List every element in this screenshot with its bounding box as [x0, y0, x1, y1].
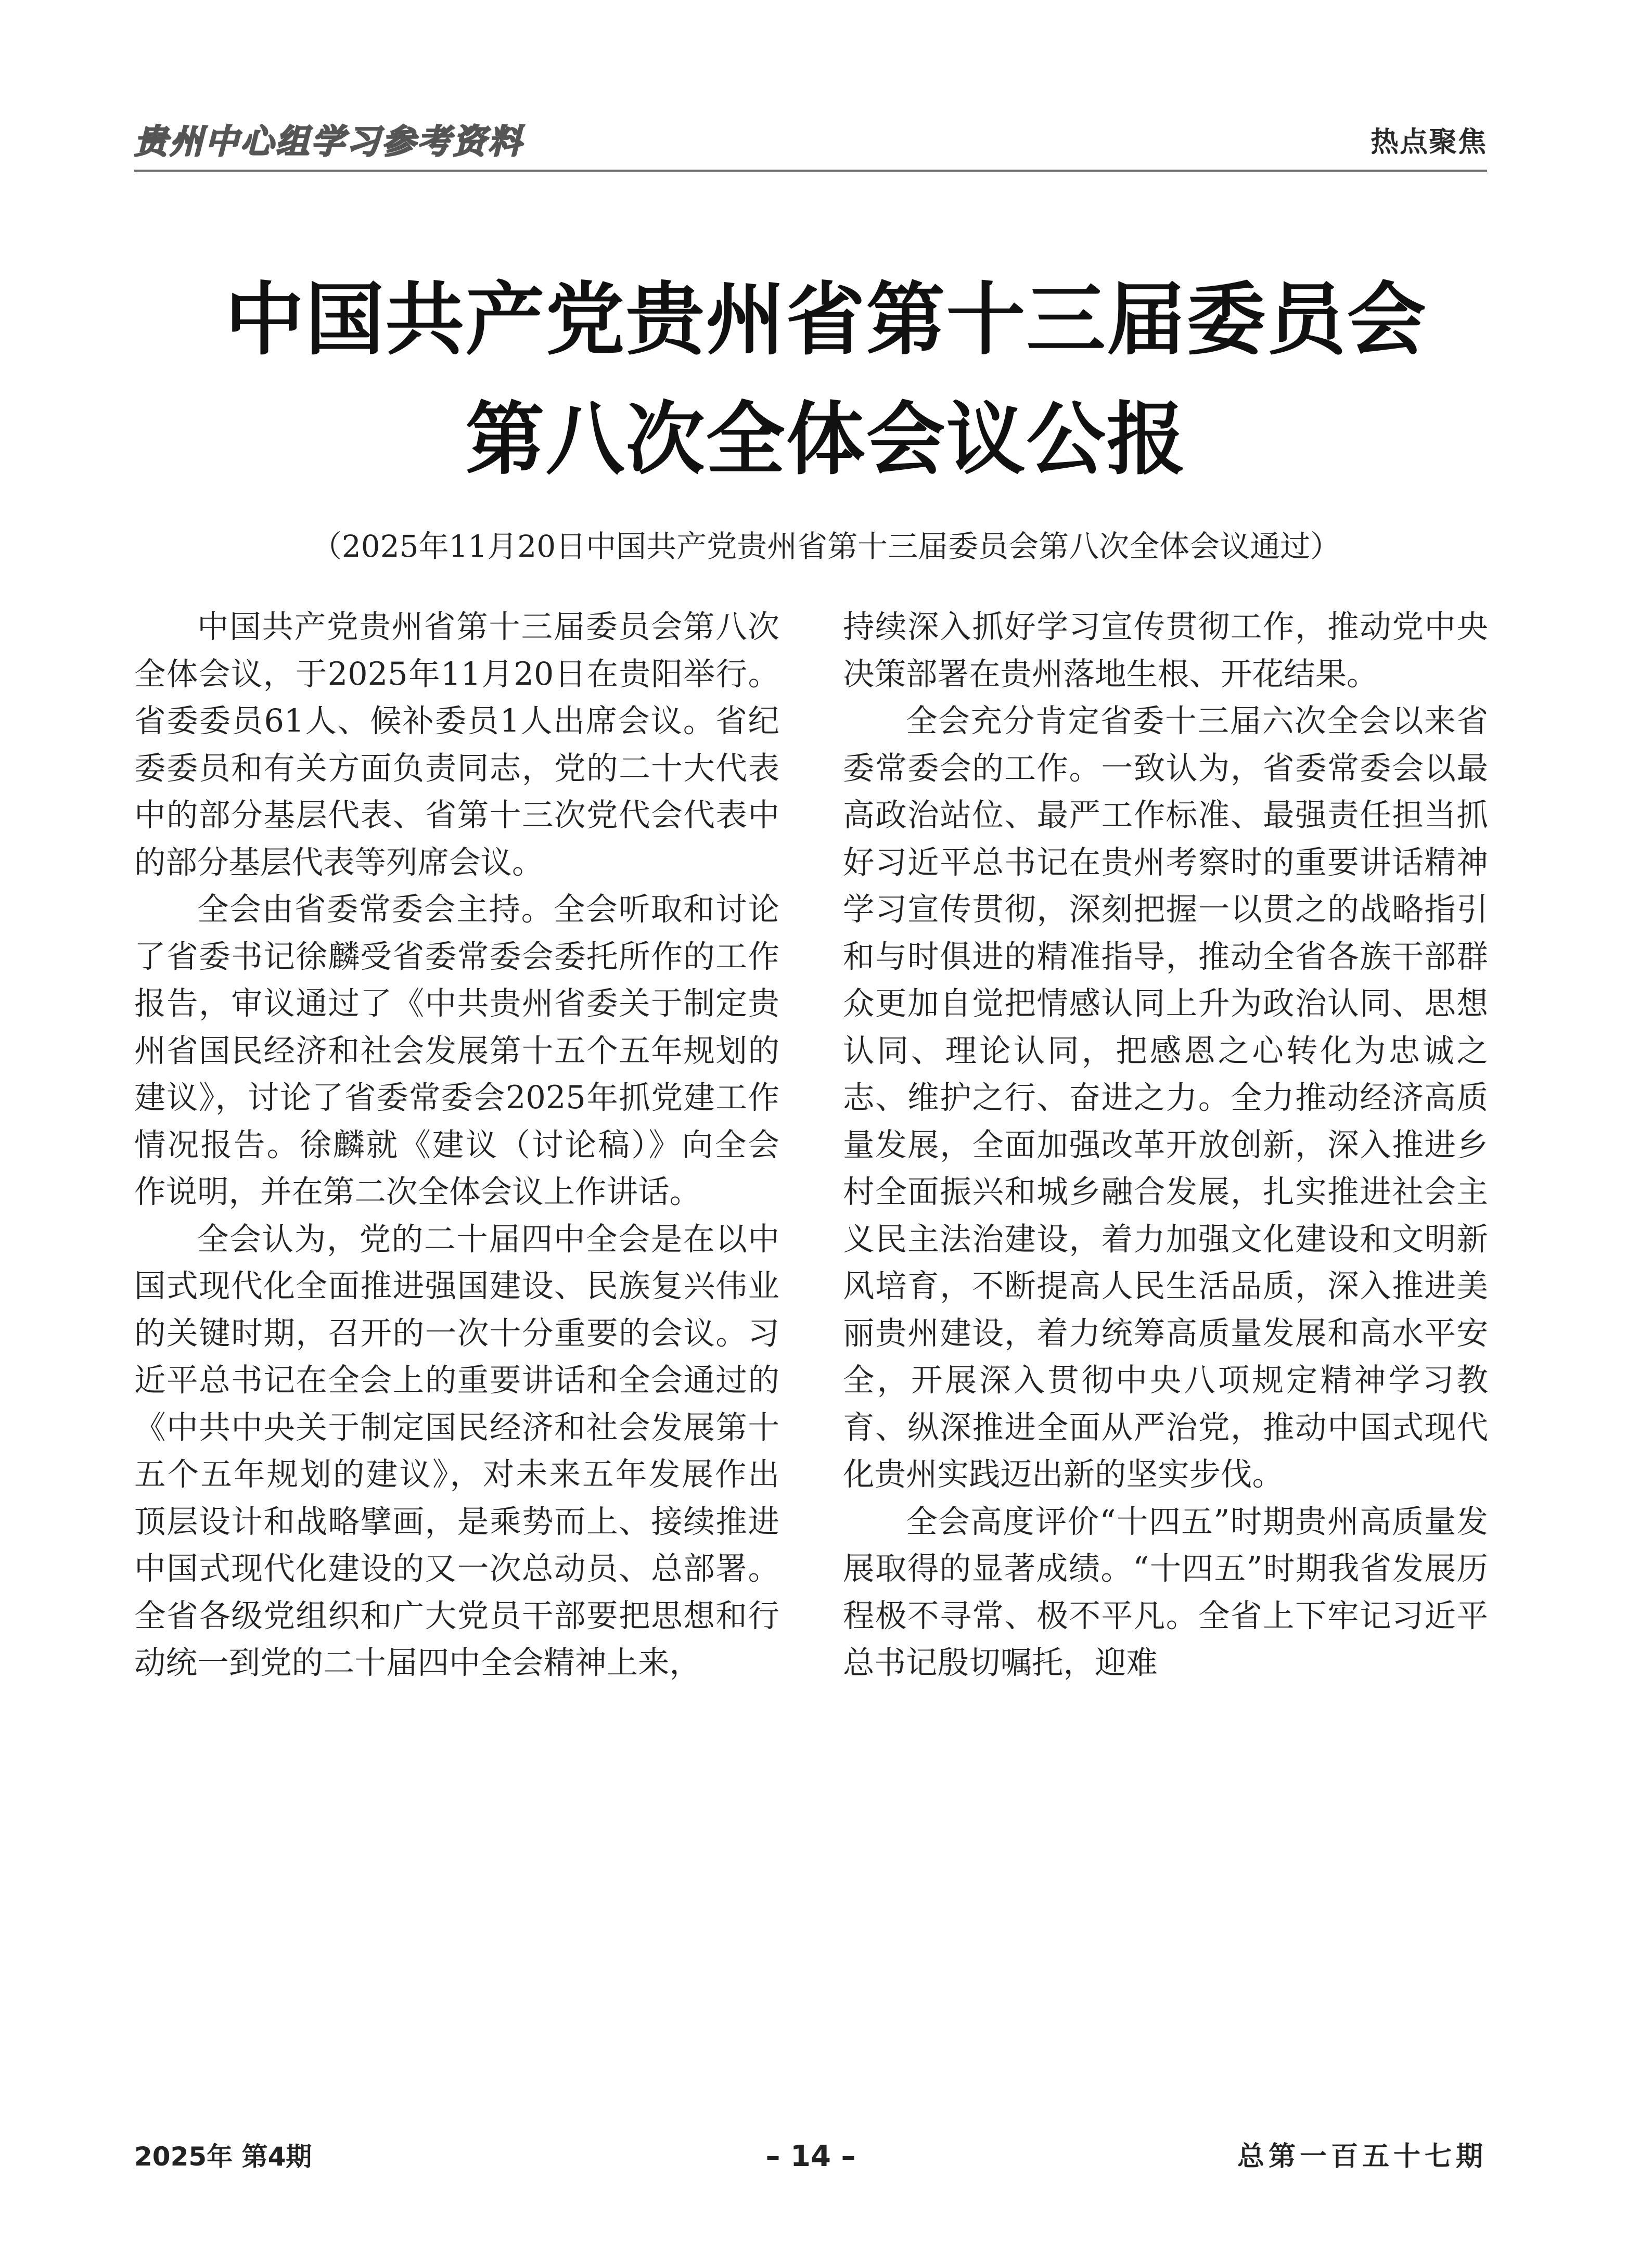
- page-number: – 14 –: [765, 2139, 856, 2173]
- header-bar: [134, 119, 1487, 171]
- paragraph: 全会由省委常委会主持。全会听取和讨论了省委书记徐麟受省委常委会委托所作的工作报告，审议通过了《中共贵州省委关于制定贵州省国民经济和社会发展第十五个五年规划的建议》，讨论了省委常委会2025年抓党建工作情况报告。徐麟就《建议（讨论稿）》向全会作说明，并在第二次全体会议上作讲话。: [134, 891, 779, 1210]
- total-issue-label: 总第一百五十七期: [1237, 2141, 1487, 2172]
- paragraph: 全会充分肯定省委十三届六次全会以来省委常委会的工作。一致认为，省委常委会以最高政治站位、最严工作标准、最强责任担当抓好习近平总书记在贵州考察时的重要讲话精神学习宣传贯彻，深刻把握一以贯之的战略指引和与时俱进的精准指导，推动全省各族干部群众更加自觉把情感认同上升为政治认同、思想认同、理论认同，把感恩之心转化为忠诚之志、维护之行、奋进之力。全力推动经济高质量发展，全面加强改革开放创新，深入推进乡村全面振兴和城乡融合发展，扎实推进社会主义民主法治建设，着力加强文化建设和文明新风培育，不断提高人民生活品质，深入推进美丽贵州建设，着力统筹高质量发展和高水平安全，开展深入贯彻中央八项规定精神学习教育、纵深推进全面从严治党，推动中国式现代化贵州实践迈出新的坚实步伐。: [843, 703, 1488, 1493]
- section-name: 热点聚焦: [1371, 125, 1487, 158]
- paragraph: 全会认为，党的二十届四中全会是在以中国式现代化全面推进强国建设、民族复兴伟业的关键时期，召开的一次十分重要的会议。习近平总书记在全会上的重要讲话和全会通过的《中共中央关于制定国民经济和社会发展第十五个五年规划的建议》，对未来五年发展作出顶层设计和战略擘画，是乘势而上、接续推进中国式现代化建设的又一次总动员、总部署。全省各级党组织和广大党员干部要把思想和行动统一到党的二十届四中全会精神上来，: [134, 1221, 779, 1681]
- article-title: [0, 260, 1652, 499]
- title-line-1: 中国共产党贵州省第十三届委员会: [225, 274, 1427, 366]
- right-column: [843, 604, 1488, 2071]
- left-column: [134, 604, 779, 2071]
- title-line-2: 第八次全体会议公报: [465, 393, 1187, 485]
- header-divider: [134, 170, 1487, 172]
- paragraph-continuation: 持续深入抓好学习宣传贯彻工作，推动党中央决策部署在贵州落地生根、开花结果。: [843, 609, 1488, 693]
- article-subtitle: （2025年11月20日中国共产党贵州省第十三届委员会第八次全体会议通过）: [311, 529, 1341, 564]
- issue-label: 2025年 第4期: [134, 2142, 312, 2172]
- journal-name: 贵州中心组学习参考资料: [134, 123, 523, 161]
- paragraph: 全会高度评价“十四五”时期贵州高质量发展取得的显著成绩。“十四五”时期我省发展历程极不寻常、极不平凡。全省上下牢记习近平总书记殷切嘱托，迎难: [843, 1503, 1488, 1681]
- paragraph: 中国共产党贵州省第十三届委员会第八次全体会议，于2025年11月20日在贵阳举行。省委委员61人、候补委员1人出席会议。省纪委委员和有关方面负责同志，党的二十大代表中的部分基层代表、省第十三次党代会代表中的部分基层代表等列席会议。: [134, 609, 779, 881]
- page-footer: [134, 2133, 1487, 2185]
